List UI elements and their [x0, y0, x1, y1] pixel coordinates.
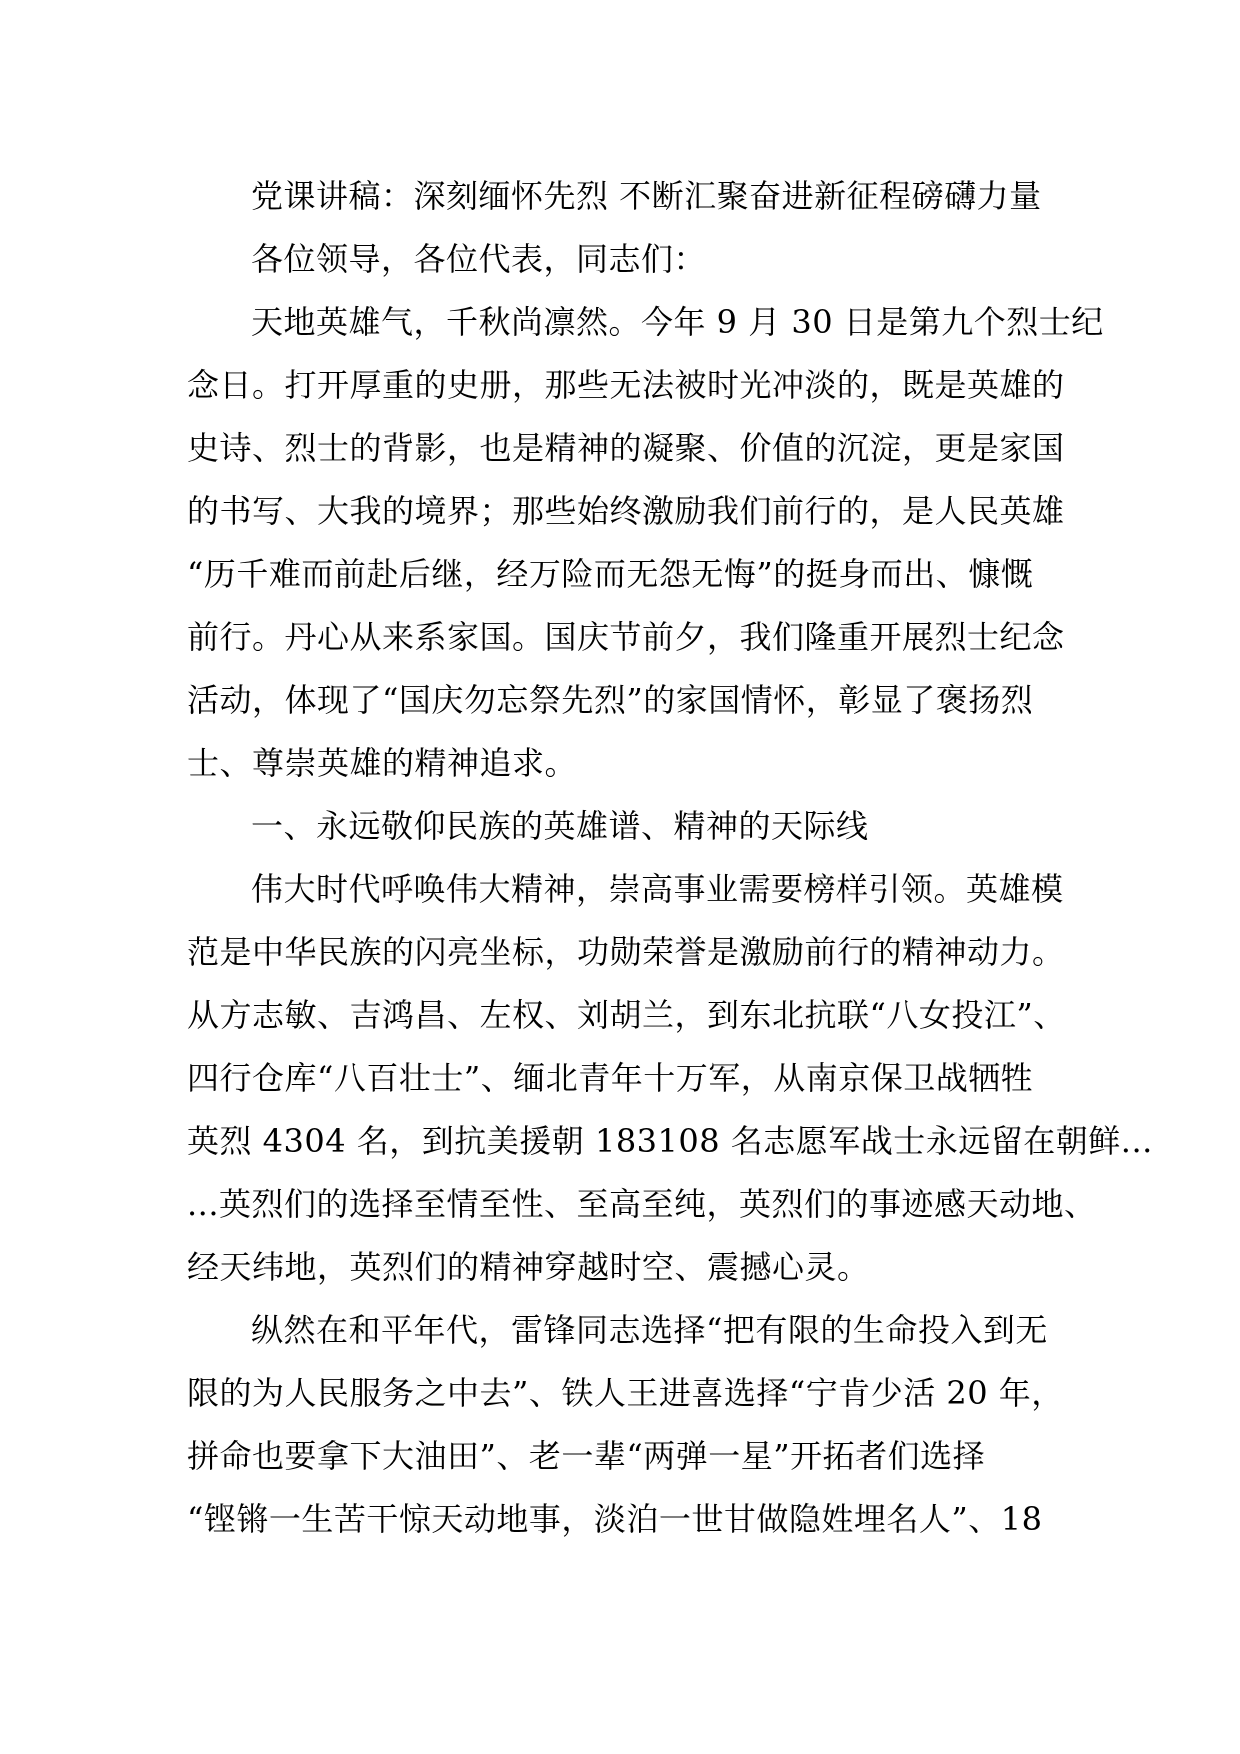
- paragraph-line: 四行仓库“八百壮士”、缅北青年十万军，从南京保卫战牺牲: [187, 1059, 1034, 1097]
- paragraph-line: 纵然在和平年代，雷锋同志选择“把有限的生命投入到无: [251, 1311, 1048, 1349]
- paragraph-line: “历千难而前赴后继，经万险而无怨无悔”的挺身而出、慷慨: [187, 555, 1034, 593]
- paragraph-line: 天地英雄气，千秋尚凛然。今年 9 月 30 日是第九个烈士纪: [251, 303, 1104, 341]
- salutation: 各位领导，各位代表，同志们：: [251, 240, 707, 278]
- paragraph-line: ...英烈们的选择至情至性、至高至纯，英烈们的事迹感天动地、: [187, 1185, 1097, 1223]
- paragraph-line: 范是中华民族的闪亮坐标，功勋荣誉是激励前行的精神动力。: [187, 933, 1065, 971]
- paragraph-line: 伟大时代呼唤伟大精神，崇高事业需要榜样引领。英雄模: [251, 870, 1064, 908]
- paragraph-line: “铿锵一生苦干惊天动地事，淡泊一世甘做隐姓埋名人”、18: [187, 1500, 1043, 1538]
- document-title: 党课讲稿：深刻缅怀先烈 不断汇聚奋进新征程磅礴力量: [251, 177, 1042, 215]
- paragraph-line: 活动，体现了“国庆勿忘祭先烈”的家国情怀，彰显了褒扬烈: [187, 681, 1034, 719]
- section-heading: 一、永远敬仰民族的英雄谱、精神的天际线: [251, 807, 869, 845]
- paragraph-line: 史诗、烈士的背影，也是精神的凝聚、价值的沉淀，更是家国: [187, 429, 1065, 467]
- paragraph-line: 的书写、大我的境界；那些始终激励我们前行的，是人民英雄: [187, 492, 1065, 530]
- paragraph-line: 经天纬地，英烈们的精神穿越时空、震撼心灵。: [187, 1248, 870, 1286]
- paragraph-line: 限的为人民服务之中去”、铁人王进喜选择“宁肯少活 20 年，: [187, 1374, 1064, 1412]
- paragraph-line: 士、尊崇英雄的精神追求。: [187, 744, 578, 782]
- paragraph-line: 前行。丹心从来系家国。国庆节前夕，我们隆重开展烈士纪念: [187, 618, 1065, 656]
- paragraph-line: 英烈 4304 名，到抗美援朝 183108 名志愿军战士永远留在朝鲜...: [187, 1122, 1153, 1160]
- paragraph-line: 念日。打开厚重的史册，那些无法被时光冲淡的，既是英雄的: [187, 366, 1065, 404]
- paragraph-line: 拼命也要拿下大油田”、老一辈“两弹一星”开拓者们选择: [187, 1437, 986, 1475]
- paragraph-line: 从方志敏、吉鸿昌、左权、刘胡兰，到东北抗联“八女投江”、: [187, 996, 1066, 1034]
